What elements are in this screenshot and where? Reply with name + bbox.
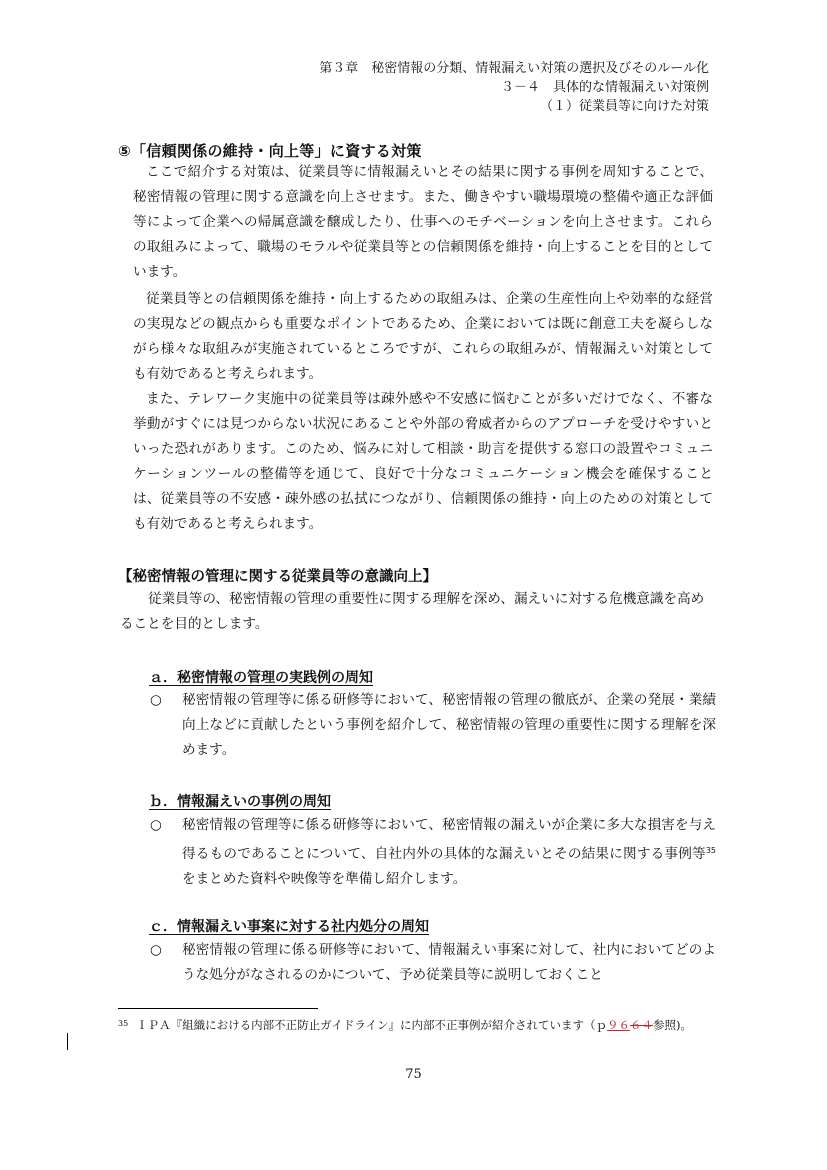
bullet-circle-icon: ○ <box>150 817 162 833</box>
item-heading-c: ｃ．情報漏えい事案に対する社内処分の周知 <box>149 919 429 935</box>
header-section: ３－４ 具体的な情報漏えい対策例 <box>500 80 709 95</box>
footnote-divider <box>118 1008 318 1009</box>
section-title: ⑤「信頼関係の維持・向上等」に資する対策 <box>118 142 422 160</box>
item-bullet-b <box>150 813 716 892</box>
footnote <box>118 1015 713 1034</box>
page-number: 75 <box>405 1067 422 1082</box>
footnote-suffix: 参照)。 <box>653 1018 692 1032</box>
item-heading-a: ａ．秘密情報の管理の実践例の周知 <box>149 670 373 686</box>
item-bullet-c <box>150 938 716 988</box>
footnote-text: ＩＰＡ『組織における内部不正防止ガイドライン』に内部不正事例が紹介されています（ｐ <box>136 1018 607 1032</box>
footnote-deleted-page: ６４ <box>630 1018 653 1032</box>
subsection-intro: 従業員等の、秘密情報の管理の重要性に関する理解を深め、漏えいに対する危機意識を高めることを目的とします。 <box>120 591 705 632</box>
footnote-revised-page: ９６ <box>607 1018 630 1032</box>
item-bullet-a <box>150 688 716 763</box>
item-text-b-part2: をまとめた資料や映像等を準備し紹介します。 <box>182 871 467 887</box>
footnote-reference-35[interactable]: 35 <box>705 846 716 855</box>
item-text-a: 秘密情報の管理等に係る研修等において、秘密情報の管理の徹底が、企業の発展・業績向上などに貢献したという事例を紹介して、秘密情報の管理の重要性に関する理解を深めます。 <box>182 692 716 758</box>
footnote-number: 35 <box>118 1019 129 1028</box>
header-chapter: 第３章 秘密情報の分類、情報漏えい対策の選択及びそのルール化 <box>319 61 709 76</box>
item-text-c: 秘密情報の管理に係る研修等において、情報漏えい事案に対して、社内においてどのような処分がなされるのかについて、予め従業員等に説明しておくこと <box>182 942 716 983</box>
item-text-b-part1: 秘密情報の管理等に係る研修等において、秘密情報の漏えいが企業に多大な損害を与え得るものであることについて、自社内外の具体的な漏えいとその結果に関する事例等 <box>182 817 716 862</box>
section-paragraph-2: 従業員等との信頼関係を維持・向上するための取組みは、企業の生産性向上や効率的な経営の実現などの観点からも重要なポイントであるため、企業においては既に創意工夫を凝らしながら様々な取組みが実施されているところですが、これらの取組みが、情報漏えい対策としても有効であると考えられます。 <box>133 291 713 382</box>
subsection-title: 【秘密情報の管理に関する従業員等の意識向上】 <box>118 569 437 585</box>
revision-bar <box>67 1033 68 1050</box>
header-subsection: （１）従業員等に向けた対策 <box>539 99 709 114</box>
bullet-circle-icon: ○ <box>150 692 162 708</box>
section-paragraph-3: また、テレワーク実施中の従業員等は疎外感や不安感に悩むことが多いだけでなく、不審な挙動がすぐには見つからない状況にあることや外部の脅威者からのアプローチを受けやすいといった恐れがあります。このため、悩みに対して相談・助言を提供する窓口の設置やコミュニケーションツールの整備等を通じて、良好で十分なコミュニケーション機会を確保することは、従業員等の不安感・疎外感の払拭につながり、信頼関係の維持・向上のための対策としても有効であると考えられます。 <box>133 391 713 532</box>
item-heading-b: ｂ．情報漏えいの事例の周知 <box>149 794 331 810</box>
section-paragraph-1: ここで紹介する対策は、従業員等に情報漏えいとその結果に関する事例を周知することで、秘密情報の管理に関する意識を向上させます。また、働きやすい職場環境の整備や適正な評価等によって企業への帰属意識を醸成したり、仕事へのモチベーションを向上させます。これらの取組みによって、職場のモラルや従業員等との信頼関係を維持・向上することを目的としています。 <box>133 164 713 280</box>
bullet-circle-icon: ○ <box>150 942 162 958</box>
item-text-b <box>182 813 716 892</box>
